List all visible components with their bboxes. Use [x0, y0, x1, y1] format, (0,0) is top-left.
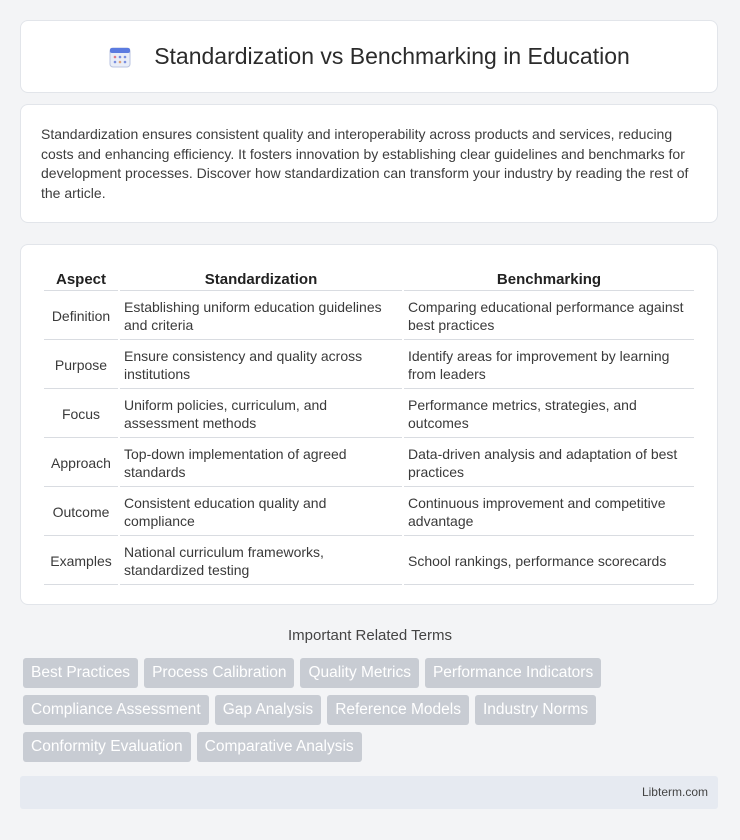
header-aspect: Aspect — [44, 268, 118, 291]
cell-aspect: Purpose — [44, 342, 118, 389]
term-tag[interactable]: Compliance Assessment — [23, 695, 209, 725]
term-tag[interactable]: Conformity Evaluation — [23, 732, 191, 762]
table-row — [44, 391, 694, 438]
page-title: Standardization vs Benchmarking in Education — [154, 43, 630, 69]
term-tag[interactable]: Comparative Analysis — [197, 732, 362, 762]
cell-standardization: Consistent education quality and compliance — [120, 489, 402, 536]
term-tag[interactable]: Industry Norms — [475, 695, 596, 725]
term-tag[interactable]: Process Calibration — [144, 658, 294, 688]
term-tag[interactable]: Reference Models — [327, 695, 469, 725]
table-row — [44, 538, 694, 585]
comparison-table — [42, 266, 696, 587]
table-row — [44, 293, 694, 340]
calendar-icon — [108, 45, 132, 69]
footer-site-link[interactable]: Libterm.com — [641, 785, 708, 799]
cell-aspect: Definition — [44, 293, 118, 340]
intro-card — [20, 104, 718, 223]
cell-aspect: Approach — [44, 440, 118, 487]
table-row — [44, 489, 694, 536]
related-terms-list — [23, 658, 723, 769]
cell-standardization: Uniform policies, curriculum, and assessment methods — [120, 391, 402, 438]
term-tag[interactable]: Best Practices — [23, 658, 138, 688]
cell-standardization: Top-down implementation of agreed standards — [120, 440, 402, 487]
cell-standardization: National curriculum frameworks, standardized testing — [120, 538, 402, 585]
cell-standardization: Establishing uniform education guidelines and criteria — [120, 293, 402, 340]
cell-benchmarking: Comparing educational performance against best practices — [404, 293, 694, 340]
footer — [20, 776, 718, 809]
intro-text: Standardization ensures consistent quality and interoperability across products and services, reducing costs and enhancing efficiency. It fosters innovation by establishing clear guidelines and benchmarks for development processes. Discover how standardization can transform your industry by reading the rest of the article. — [41, 126, 689, 201]
header-benchmarking: Benchmarking — [404, 268, 694, 291]
table-header-row — [44, 268, 694, 291]
related-terms-title: Important Related Terms — [288, 627, 452, 644]
cell-aspect: Focus — [44, 391, 118, 438]
cell-standardization: Ensure consistency and quality across institutions — [120, 342, 402, 389]
cell-benchmarking: Data-driven analysis and adaptation of best practices — [404, 440, 694, 487]
table-card — [20, 244, 718, 605]
cell-benchmarking: Performance metrics, strategies, and outcomes — [404, 391, 694, 438]
cell-aspect: Outcome — [44, 489, 118, 536]
table-row — [44, 440, 694, 487]
title-card — [20, 20, 718, 93]
term-tag[interactable]: Performance Indicators — [425, 658, 601, 688]
cell-aspect: Examples — [44, 538, 118, 585]
table-row — [44, 342, 694, 389]
cell-benchmarking: Continuous improvement and competitive advantage — [404, 489, 694, 536]
cell-benchmarking: Identify areas for improvement by learning from leaders — [404, 342, 694, 389]
term-tag[interactable]: Quality Metrics — [300, 658, 419, 688]
term-tag[interactable]: Gap Analysis — [215, 695, 321, 725]
header-standardization: Standardization — [120, 268, 402, 291]
cell-benchmarking: School rankings, performance scorecards — [404, 538, 694, 585]
